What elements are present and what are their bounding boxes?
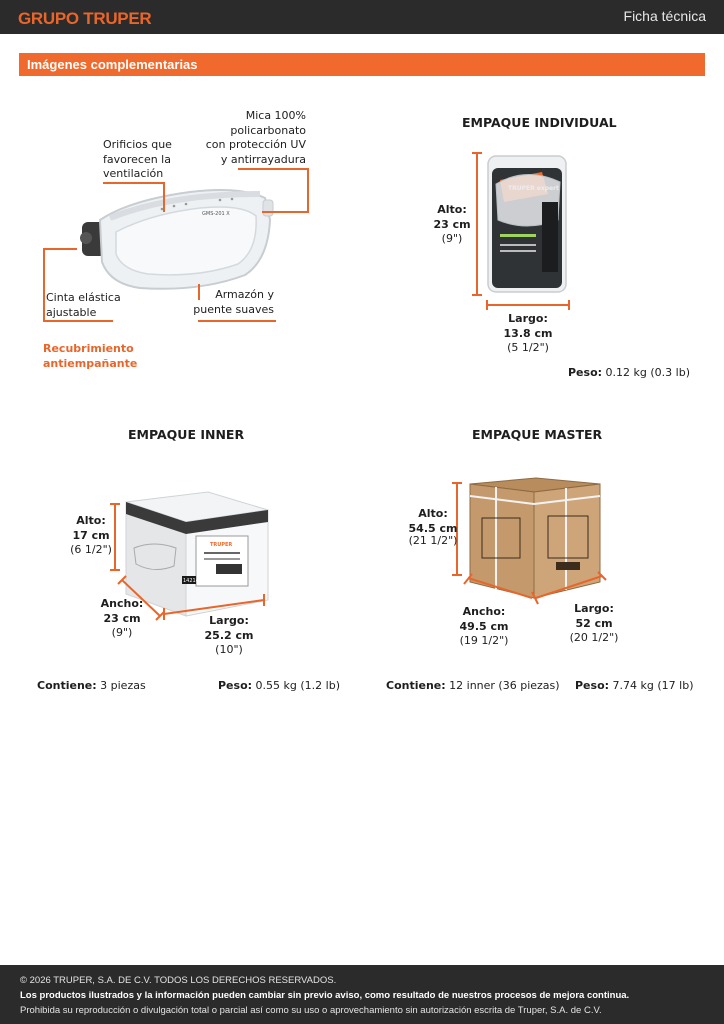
strap-buckle (80, 232, 92, 244)
inner-largo: Largo: 25.2 cm (204, 614, 254, 642)
inner-ancho-imperial: (9") (111, 626, 133, 639)
individual-alto-imperial: (9") (441, 232, 463, 245)
inner-title: EMPAQUE INNER (128, 427, 245, 442)
document-type: Ficha técnica (623, 8, 706, 24)
individual-title: EMPAQUE INDIVIDUAL (462, 115, 617, 130)
goggles-image (70, 180, 290, 300)
inner-peso: Peso: 0.55 kg (1.2 lb) (218, 679, 340, 692)
master-title: EMPAQUE MASTER (472, 427, 603, 442)
individual-largo-imperial: (5 1/2") (507, 341, 549, 354)
dimension-tick (452, 574, 462, 576)
section-title: Imágenes complementarias (27, 57, 198, 72)
header-bar (0, 0, 724, 34)
callout-orificios: Orificios que favorecen la ventilación (103, 138, 172, 180)
dimension-tick (110, 569, 120, 571)
master-ancho-imperial: (19 1/2") (459, 634, 509, 647)
callout-line (307, 168, 309, 213)
master-peso: Peso: 7.74 kg (17 lb) (575, 679, 694, 692)
callout-recubrimiento: Recubrimiento antiempañante (43, 342, 138, 370)
footer (0, 965, 724, 1024)
goggle-model-text: GMS-201 X (202, 211, 230, 217)
callout-line (43, 320, 113, 322)
footer-notice: Los productos ilustrados y la información pueden cambiar sin previo aviso, como resultado de nuestros procesos de mejora continua. (20, 990, 630, 1001)
master-alto-imperial: (21 1/2") (408, 534, 458, 547)
individual-package-image (486, 154, 568, 294)
callout-mica: Mica 100% policarbonato con protección UV y antirrayadura (205, 109, 306, 166)
callout-armazon: Armazón y puente suaves (193, 288, 274, 316)
callout-line (163, 182, 165, 212)
individual-alto: Alto: 23 cm (433, 203, 471, 231)
master-largo: Largo: 52 cm (574, 602, 614, 630)
dimension-tick (568, 300, 570, 310)
brand-logo: GRUPO TRUPER (18, 9, 152, 28)
callout-cinta: Cinta elástica ajustable (46, 291, 121, 319)
callout-line (43, 248, 77, 250)
inner-alto-imperial: (6 1/2") (70, 543, 112, 556)
callout-line (103, 182, 165, 184)
callout-line (198, 320, 276, 322)
callout-line (238, 168, 308, 170)
inner-alto: Alto: 17 cm (72, 514, 110, 542)
individual-peso: Peso: 0.12 kg (0.3 lb) (568, 366, 690, 379)
inner-box-brand: TRUPER (210, 542, 233, 548)
dimension-line (486, 304, 570, 306)
section-title-bar (19, 53, 705, 76)
individual-largo: Largo: 13.8 cm (503, 312, 553, 340)
master-alto: Alto: 54.5 cm (408, 507, 458, 535)
inner-box-code: 14214 (183, 578, 199, 584)
footer-legal: Prohibida su reproducción o divulgación total o parcial así como su uso o aprovechamiento sin autorización escrita de Truper, S.A. de C.V. (20, 1005, 602, 1016)
footer-copyright: © 2026 TRUPER, S.A. DE C.V. TODOS LOS DERECHOS RESERVADOS. (20, 975, 337, 986)
callout-line (43, 248, 45, 321)
master-largo-imperial: (20 1/2") (569, 631, 619, 644)
dimension-tick (472, 294, 482, 296)
inner-contiene: Contiene: 3 piezas (37, 679, 146, 692)
inner-ancho: Ancho: 23 cm (100, 597, 144, 625)
master-contiene: Contiene: 12 inner (36 piezas) (386, 679, 560, 692)
master-ancho: Ancho: 49.5 cm (459, 605, 509, 633)
dimension-line (476, 152, 478, 296)
inner-largo-imperial: (10") (215, 643, 243, 656)
callout-line (262, 211, 309, 213)
